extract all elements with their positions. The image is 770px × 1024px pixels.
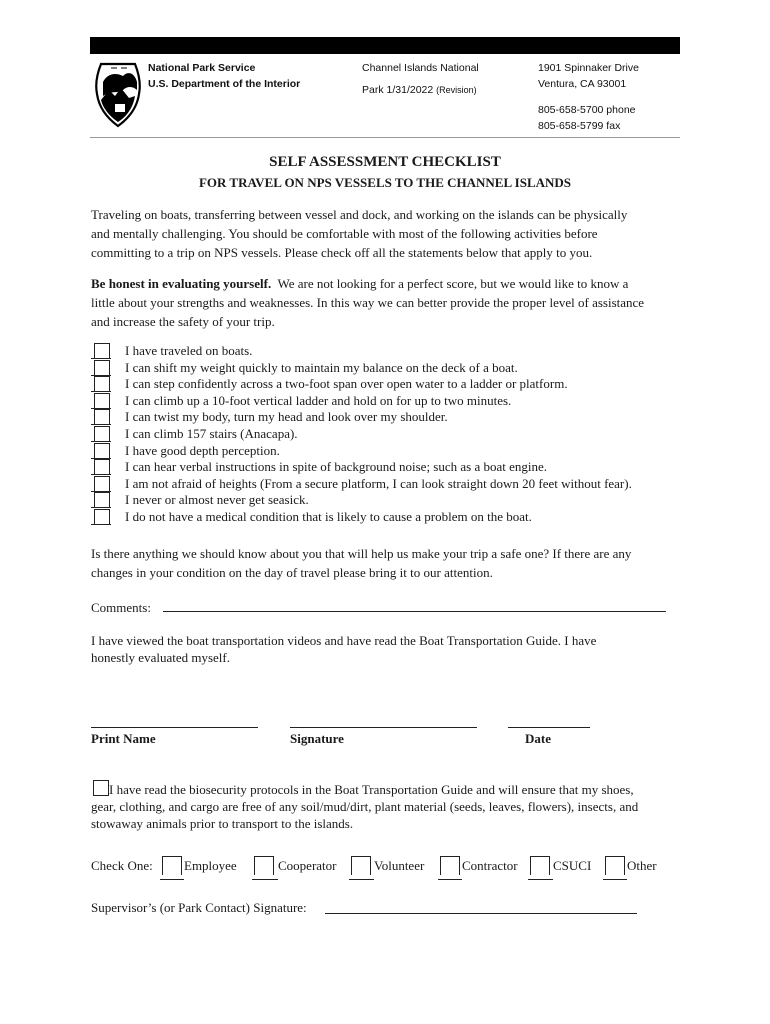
park-line2: Park 1/31/2022 (362, 84, 434, 96)
checklist-text: I can twist my body, turn my head and look over my shoulder. (125, 409, 448, 425)
agency-name: National Park Service (148, 62, 256, 74)
cooperator-label: Cooperator (278, 858, 337, 873)
volunteer-label: Volunteer (374, 858, 425, 873)
honest-line: little about your strengths and weaknesses. In this way we can better provide the proper level of assistance (91, 295, 645, 310)
phone-number: 805-658-5700 phone (538, 104, 636, 116)
list-item (91, 476, 691, 493)
supervisor-signature-field[interactable] (325, 913, 637, 914)
list-item (91, 393, 691, 410)
checkbox[interactable] (94, 393, 110, 409)
date-label: Date (525, 731, 551, 746)
page-title: SELF ASSESSMENT CHECKLIST (269, 154, 501, 170)
checkbox[interactable] (94, 426, 110, 442)
biosecurity-line: I have read the biosecurity protocols in the Boat Transportation Guide and will ensure that my shoes, (109, 782, 634, 797)
employee-checkbox[interactable] (162, 856, 182, 875)
revision-note: (Revision) (436, 85, 477, 95)
list-item (91, 360, 691, 377)
print-name-label: Print Name (91, 731, 156, 746)
comments-label: Comments: (91, 600, 151, 615)
csuci-label: CSUCI (553, 858, 592, 873)
department-name: U.S. Department of the Interior (148, 78, 301, 90)
cooperator-checkbox[interactable] (254, 856, 274, 875)
checkbox-line (349, 879, 374, 880)
park-block (362, 60, 479, 98)
supervisor-label: Supervisor’s (or Park Contact) Signature: (91, 900, 307, 915)
checklist-text: I can hear verbal instructions in spite of background noise; such as a boat engine. (125, 459, 548, 475)
checkbox-line (528, 879, 553, 880)
biosecurity-line: gear, clothing, and cargo are free of any soil/mud/dirt, plant material (seeds, leaves, flowers), insects, and (91, 799, 639, 814)
checklist-text: I have good depth perception. (125, 442, 280, 458)
checkbox[interactable] (94, 476, 110, 492)
list-item (91, 443, 691, 460)
checklist-text: I do not have a medical condition that is likely to cause a problem on the boat. (125, 508, 532, 524)
checkbox[interactable] (94, 343, 110, 359)
checklist-text: I have traveled on boats. (125, 343, 253, 358)
header-divider (90, 137, 680, 138)
question-paragraph (91, 544, 691, 582)
checkbox-line (603, 879, 627, 880)
checkbox[interactable] (94, 409, 110, 425)
volunteer-checkbox[interactable] (351, 856, 371, 875)
biosecurity-line: stowaway animals prior to transport to the islands. (91, 816, 354, 831)
employee-label: Employee (184, 858, 237, 873)
park-line1: Channel Islands National (362, 62, 479, 74)
csuci-checkbox[interactable] (530, 856, 550, 875)
list-item (91, 343, 691, 360)
list-item (91, 409, 691, 426)
checklist-text: I never or almost never get seasick. (125, 492, 309, 508)
honest-text: We are not looking for a perfect score, but we would like to know a (271, 276, 629, 291)
nps-arrowhead-icon (93, 60, 143, 128)
question-line: Is there anything we should know about you that will help us make your trip a safe one? If there are any (91, 546, 632, 561)
address-line1: 1901 Spinnaker Drive (538, 62, 639, 74)
page-subtitle: FOR TRAVEL ON NPS VESSELS TO THE CHANNEL ISLANDS (198, 175, 572, 190)
intro-line: Traveling on boats, transferring between vessel and dock, and working on the islands can be physically (91, 207, 628, 222)
intro-paragraph (91, 205, 691, 262)
list-item (91, 509, 691, 526)
print-name-field[interactable] (91, 727, 258, 728)
agency-block (148, 60, 300, 92)
checklist-text: I can climb up a 10-foot vertical ladder and hold on for up to two minutes. (125, 392, 512, 408)
question-line: changes in your condition on the day of travel please bring it to our attention. (91, 565, 493, 580)
viewed-line: I have viewed the boat transportation videos and have read the Boat Transportation Guide. I have (91, 633, 597, 648)
other-checkbox[interactable] (605, 856, 625, 875)
contractor-label: Contractor (462, 858, 518, 873)
intro-line: committing to a trip on NPS vessels. Please check off all the statements below that apply to you. (91, 245, 593, 260)
header-black-bar (90, 37, 680, 54)
honest-line: and increase the safety of your trip. (91, 314, 275, 329)
check-one-label: Check One: (91, 858, 153, 873)
comments-field[interactable] (163, 611, 666, 612)
checkbox[interactable] (94, 459, 110, 475)
list-item (91, 492, 691, 509)
honest-paragraph (91, 274, 691, 331)
checklist-text: I can shift my weight quickly to maintain my balance on the deck of a boat. (125, 359, 518, 375)
list-item (91, 426, 691, 443)
checkbox-line (160, 879, 184, 880)
biosecurity-paragraph (91, 781, 691, 832)
checkbox-line (438, 879, 462, 880)
date-field[interactable] (508, 727, 590, 728)
checklist (91, 343, 691, 526)
address-block (538, 60, 639, 134)
checklist-text: I am not afraid of heights (From a secure platform, I can look straight down 20 feet without fear). (125, 475, 632, 491)
address-line2: Ventura, CA 93001 (538, 78, 627, 90)
fax-number: 805-658-5799 fax (538, 120, 621, 132)
signature-label: Signature (290, 731, 344, 746)
honest-bold: Be honest in evaluating yourself. (91, 276, 272, 291)
intro-line: and mentally challenging. You should be comfortable with most of the following activities before (91, 226, 598, 241)
checkbox[interactable] (94, 509, 110, 525)
contractor-checkbox[interactable] (440, 856, 460, 875)
checkbox[interactable] (94, 492, 110, 508)
checklist-text: I can climb 157 stairs (Anacapa). (125, 425, 298, 441)
list-item (91, 459, 691, 476)
viewed-line: honestly evaluated myself. (91, 650, 230, 665)
other-label: Other (627, 858, 657, 873)
viewed-paragraph (91, 632, 691, 666)
checkbox-line (252, 879, 278, 880)
checkbox-line (91, 524, 111, 525)
checkbox[interactable] (94, 443, 110, 459)
checkbox[interactable] (94, 360, 110, 376)
checklist-text: I can step confidently across a two-foot span over open water to a ladder or platform. (125, 376, 568, 392)
signature-field[interactable] (290, 727, 477, 728)
checkbox[interactable] (94, 376, 110, 392)
list-item (91, 376, 691, 393)
